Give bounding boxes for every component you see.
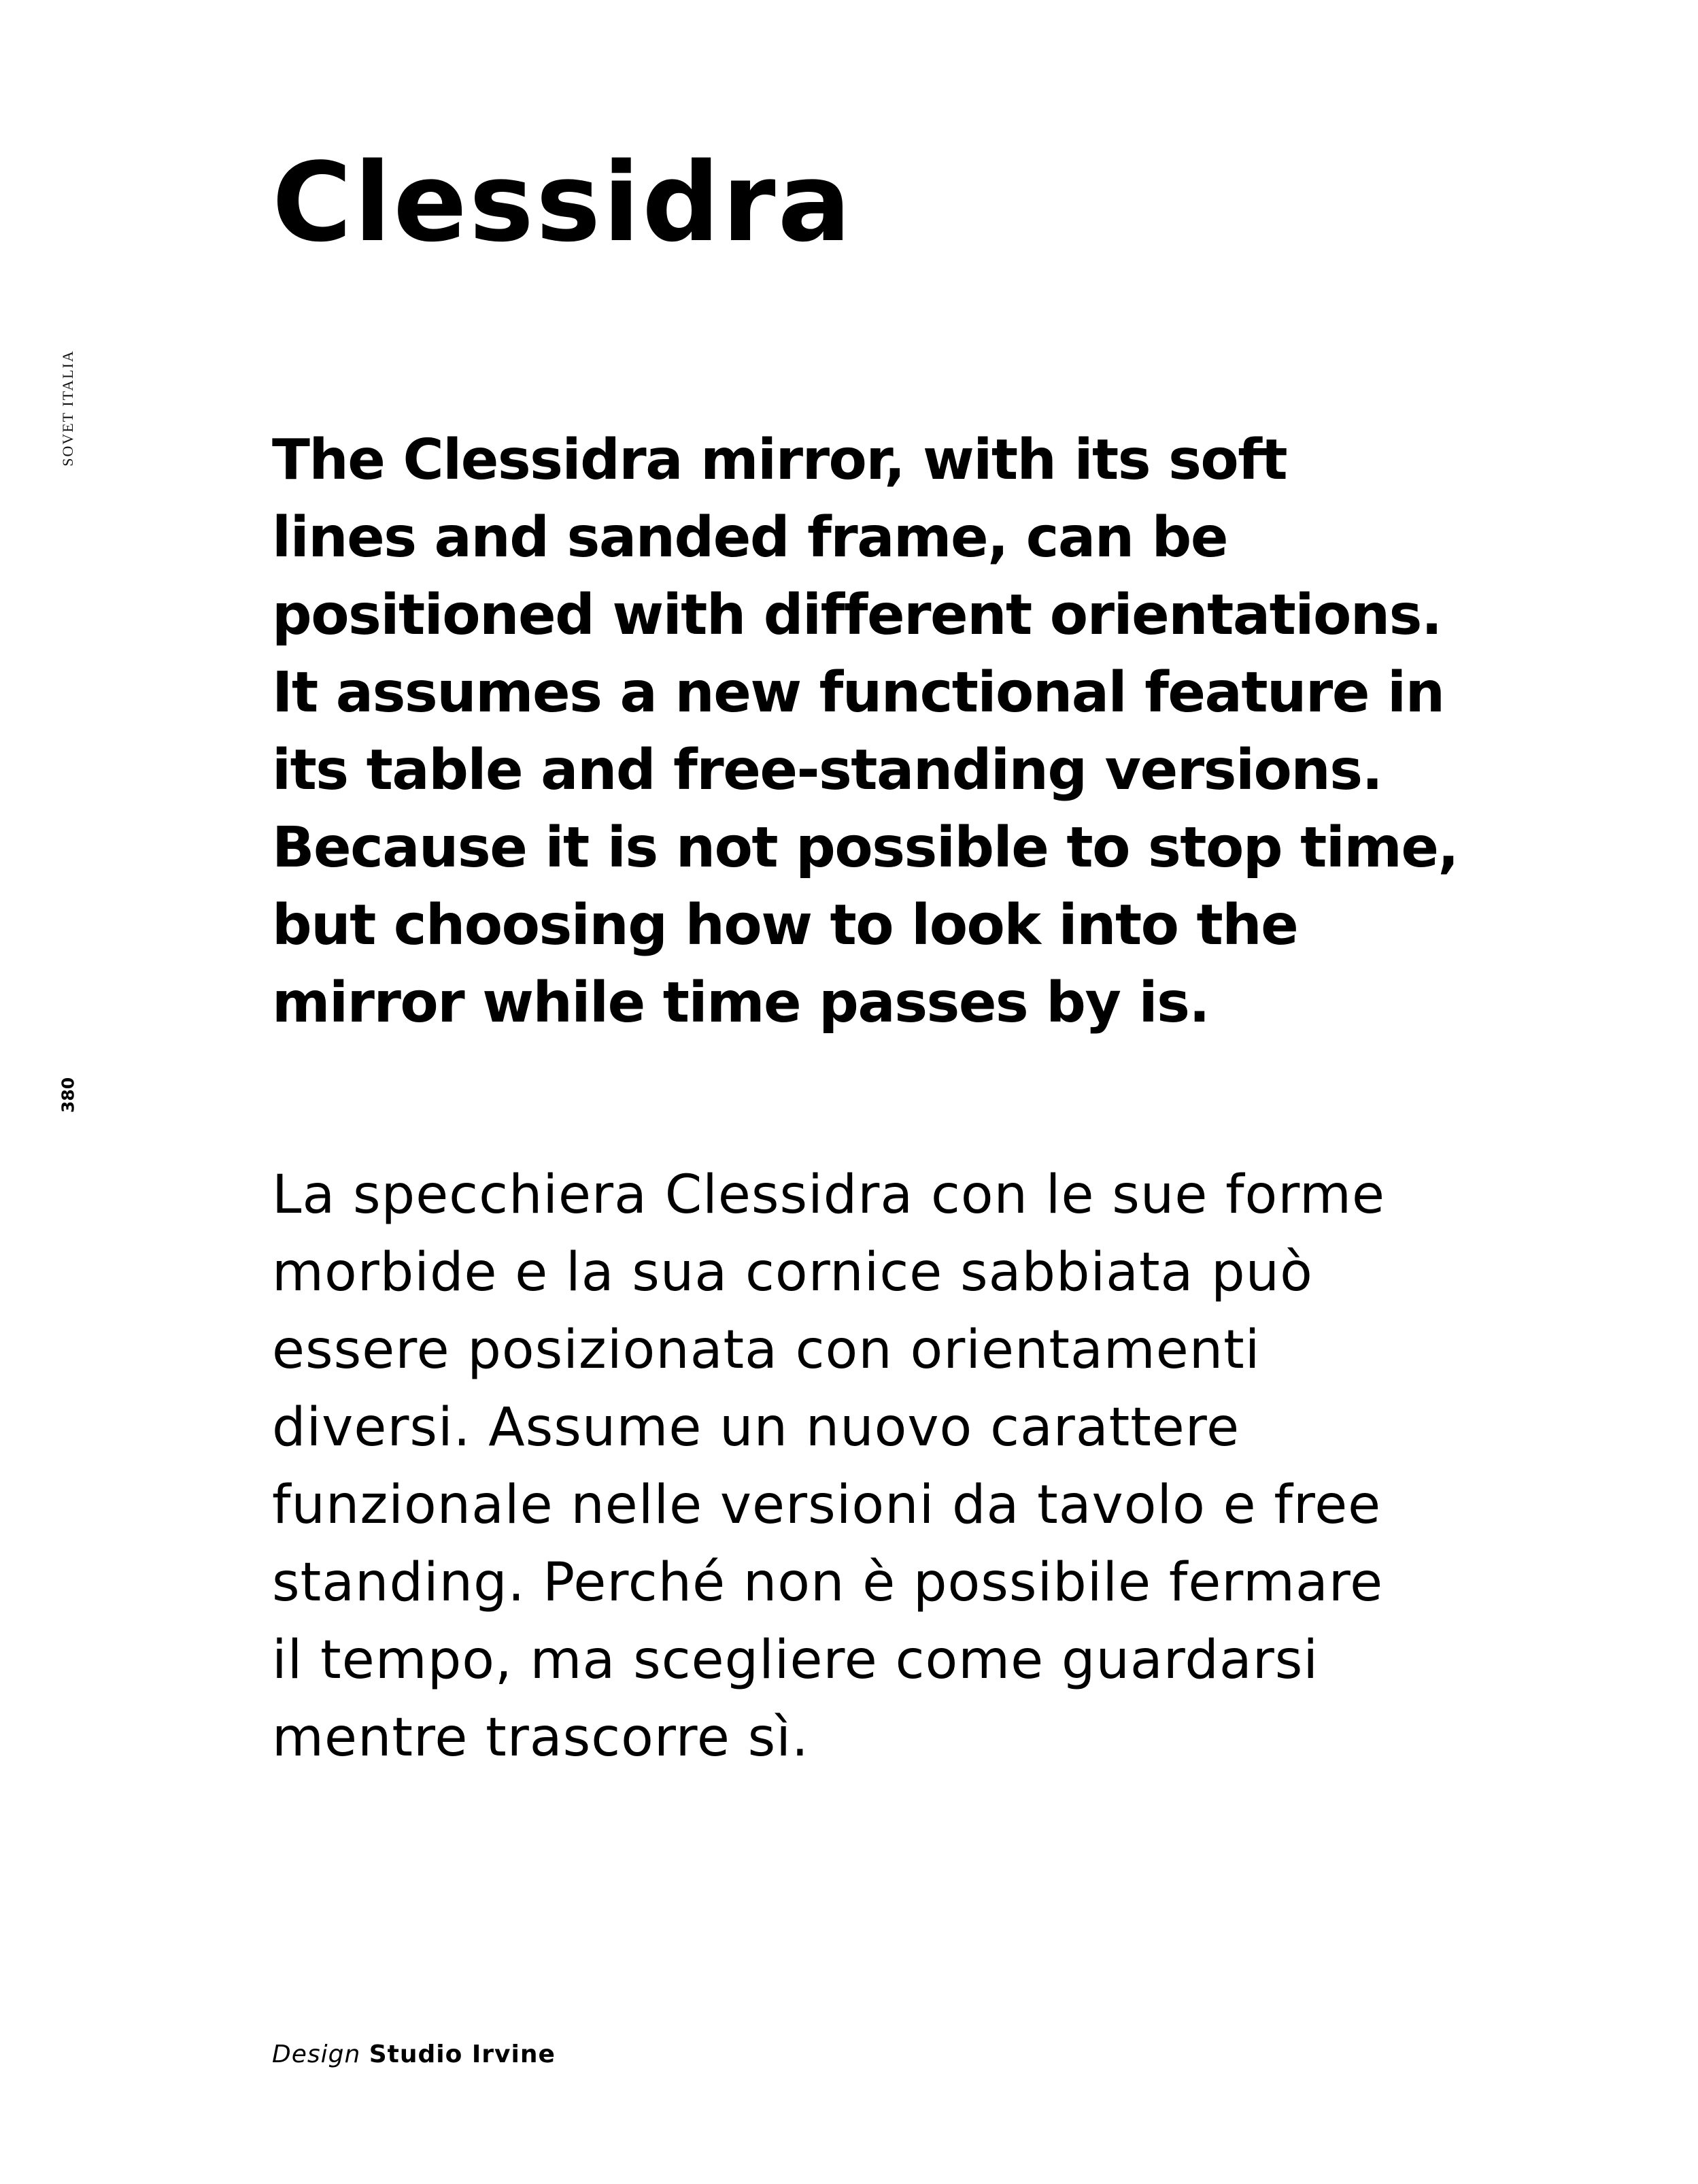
description-english-line: but choosing how to look into the <box>272 893 1298 958</box>
design-credit-designer: Studio Irvine <box>369 2040 556 2068</box>
description-italian-line: standing. Perché non è possibile fermare <box>272 1552 1384 1613</box>
description-english-line: lines and sanded frame, can be <box>272 505 1227 570</box>
page-title: Clessidra <box>272 139 853 266</box>
description-italian-line: essere posizionata con orientamenti <box>272 1320 1261 1381</box>
description-italian-line: il tempo, ma scegliere come guardarsi <box>272 1630 1319 1691</box>
brand-label: SOVET ITALIA <box>59 350 76 467</box>
description-italian-line: funzionale nelle versioni da tavolo e free <box>272 1475 1382 1536</box>
description-italian-line: diversi. Assume un nuovo carattere <box>272 1397 1240 1458</box>
description-english-line: Because it is not possible to stop time, <box>272 816 1459 880</box>
description-english <box>272 422 1510 1042</box>
description-english-line: its table and free-standing versions. <box>272 738 1382 803</box>
description-italian-line: La specchiera Clessidra con le sue forme <box>272 1164 1385 1226</box>
description-english-line: It assumes a new functional feature in <box>272 660 1444 725</box>
description-italian-line: morbide e la sua cornice sabbiata può <box>272 1242 1313 1303</box>
description-english-line: The Clessidra mirror, with its soft <box>272 428 1287 492</box>
page-number: 380 <box>58 1077 78 1113</box>
design-credit-prefix: Design <box>272 2040 361 2068</box>
description-italian <box>272 1156 1510 1777</box>
description-english-line: positioned with different orientations. <box>272 583 1442 648</box>
design-credit <box>272 2040 556 2068</box>
description-italian-line: mentre trascorre sì. <box>272 1707 809 1768</box>
description-english-line: mirror while time passes by is. <box>272 971 1210 1035</box>
